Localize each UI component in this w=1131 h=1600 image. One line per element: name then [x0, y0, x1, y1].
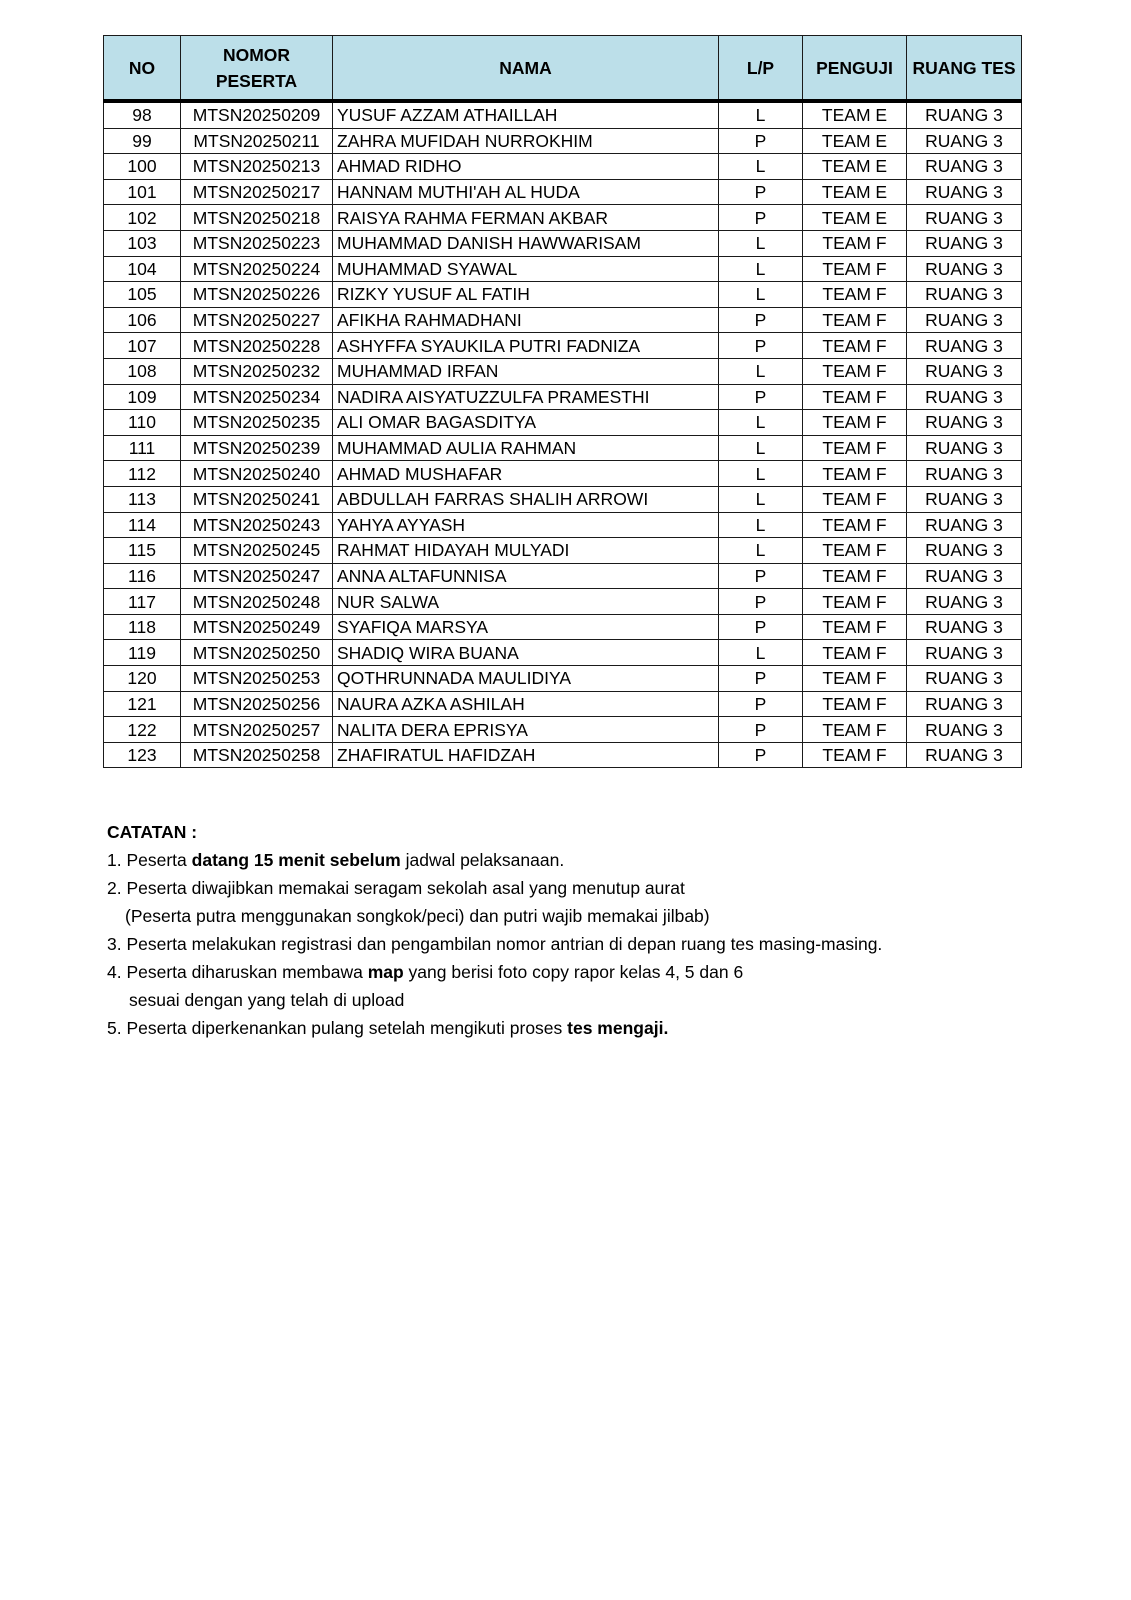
cell-nama: SYAFIQA MARSYA [333, 614, 719, 640]
cell-ruang-tes: RUANG 3 [907, 101, 1022, 128]
table-row [104, 230, 1022, 256]
cell-nomor-peserta: MTSN20250243 [181, 512, 333, 538]
note-4-post: yang berisi foto copy rapor kelas 4, 5 dan 6 [403, 962, 744, 982]
cell-no: 110 [104, 410, 181, 436]
cell-penguji: TEAM F [803, 486, 907, 512]
cell-no: 106 [104, 307, 181, 333]
note-4-pre: 4. Peserta diharuskan membawa [107, 962, 368, 982]
table-row [104, 179, 1022, 205]
cell-ruang-tes: RUANG 3 [907, 666, 1022, 692]
cell-nama: NUR SALWA [333, 589, 719, 615]
cell-penguji: TEAM E [803, 179, 907, 205]
note-5-bold: tes mengaji. [567, 1018, 669, 1038]
cell-lp: P [719, 614, 803, 640]
cell-penguji: TEAM F [803, 256, 907, 282]
cell-no: 101 [104, 179, 181, 205]
participant-table [103, 35, 1022, 768]
cell-nama: ZHAFIRATUL HAFIDZAH [333, 742, 719, 768]
cell-no: 111 [104, 435, 181, 461]
cell-nomor-peserta: MTSN20250250 [181, 640, 333, 666]
cell-nomor-peserta: MTSN20250227 [181, 307, 333, 333]
header-ruang-tes: RUANG TES [907, 36, 1022, 102]
cell-nomor-peserta: MTSN20250249 [181, 614, 333, 640]
cell-ruang-tes: RUANG 3 [907, 742, 1022, 768]
cell-lp: P [719, 691, 803, 717]
cell-nama: ZAHRA MUFIDAH NURROKHIM [333, 128, 719, 154]
cell-penguji: TEAM F [803, 538, 907, 564]
cell-nomor-peserta: MTSN20250240 [181, 461, 333, 487]
header-nama: NAMA [333, 36, 719, 102]
cell-nomor-peserta: MTSN20250257 [181, 717, 333, 743]
cell-no: 120 [104, 666, 181, 692]
cell-nama: YAHYA AYYASH [333, 512, 719, 538]
cell-nomor-peserta: MTSN20250218 [181, 205, 333, 231]
note-1 [107, 846, 1027, 874]
cell-nomor-peserta: MTSN20250234 [181, 384, 333, 410]
cell-lp: P [719, 563, 803, 589]
table-row [104, 384, 1022, 410]
cell-ruang-tes: RUANG 3 [907, 486, 1022, 512]
cell-nomor-peserta: MTSN20250245 [181, 538, 333, 564]
table-row [104, 461, 1022, 487]
cell-ruang-tes: RUANG 3 [907, 384, 1022, 410]
cell-lp: L [719, 256, 803, 282]
cell-lp: P [719, 384, 803, 410]
note-4 [107, 958, 1027, 986]
cell-penguji: TEAM F [803, 589, 907, 615]
cell-lp: P [719, 333, 803, 359]
cell-nama: MUHAMMAD SYAWAL [333, 256, 719, 282]
cell-penguji: TEAM F [803, 717, 907, 743]
cell-nama: ABDULLAH FARRAS SHALIH ARROWI [333, 486, 719, 512]
cell-penguji: TEAM F [803, 384, 907, 410]
cell-no: 114 [104, 512, 181, 538]
cell-nomor-peserta: MTSN20250241 [181, 486, 333, 512]
cell-nama: YUSUF AZZAM ATHAILLAH [333, 101, 719, 128]
cell-penguji: TEAM E [803, 101, 907, 128]
header-no: NO [104, 36, 181, 102]
cell-nomor-peserta: MTSN20250223 [181, 230, 333, 256]
note-3: 3. Peserta melakukan registrasi dan pengambilan nomor antrian di depan ruang tes masing-masing. [107, 934, 883, 954]
table-row [104, 717, 1022, 743]
cell-nomor-peserta: MTSN20250209 [181, 101, 333, 128]
cell-no: 103 [104, 230, 181, 256]
table-row [104, 333, 1022, 359]
cell-penguji: TEAM F [803, 461, 907, 487]
cell-lp: L [719, 282, 803, 308]
cell-penguji: TEAM F [803, 282, 907, 308]
cell-lp: L [719, 486, 803, 512]
cell-no: 122 [104, 717, 181, 743]
cell-ruang-tes: RUANG 3 [907, 256, 1022, 282]
cell-lp: P [719, 666, 803, 692]
cell-lp: P [719, 205, 803, 231]
table-row [104, 282, 1022, 308]
cell-no: 105 [104, 282, 181, 308]
table-row [104, 128, 1022, 154]
cell-ruang-tes: RUANG 3 [907, 358, 1022, 384]
cell-lp: L [719, 435, 803, 461]
cell-lp: L [719, 410, 803, 436]
cell-no: 109 [104, 384, 181, 410]
cell-penguji: TEAM F [803, 410, 907, 436]
cell-ruang-tes: RUANG 3 [907, 154, 1022, 180]
note-1-pre: 1. Peserta [107, 850, 192, 870]
cell-nomor-peserta: MTSN20250211 [181, 128, 333, 154]
table-row [104, 666, 1022, 692]
table-row [104, 742, 1022, 768]
cell-ruang-tes: RUANG 3 [907, 307, 1022, 333]
cell-penguji: TEAM F [803, 512, 907, 538]
cell-nama: ANNA ALTAFUNNISA [333, 563, 719, 589]
table-row [104, 691, 1022, 717]
table-row [104, 410, 1022, 436]
table-row [104, 538, 1022, 564]
note-2-line-2: (Peserta putra menggunakan songkok/peci) dan putri wajib memakai jilbab) [125, 906, 710, 926]
header-nomor-peserta: NOMOR PESERTA [181, 36, 333, 102]
cell-no: 113 [104, 486, 181, 512]
cell-ruang-tes: RUANG 3 [907, 461, 1022, 487]
cell-penguji: TEAM F [803, 666, 907, 692]
header-penguji: PENGUJI [803, 36, 907, 102]
table-row [104, 563, 1022, 589]
table-row [104, 486, 1022, 512]
cell-nama: AHMAD RIDHO [333, 154, 719, 180]
cell-no: 118 [104, 614, 181, 640]
cell-no: 104 [104, 256, 181, 282]
cell-ruang-tes: RUANG 3 [907, 410, 1022, 436]
cell-ruang-tes: RUANG 3 [907, 563, 1022, 589]
cell-nama: RIZKY YUSUF AL FATIH [333, 282, 719, 308]
cell-penguji: TEAM E [803, 205, 907, 231]
cell-nama: ASHYFFA SYAUKILA PUTRI FADNIZA [333, 333, 719, 359]
cell-lp: P [719, 179, 803, 205]
cell-penguji: TEAM F [803, 307, 907, 333]
cell-nama: HANNAM MUTHI'AH AL HUDA [333, 179, 719, 205]
table-row [104, 205, 1022, 231]
cell-no: 99 [104, 128, 181, 154]
cell-lp: P [719, 307, 803, 333]
cell-nomor-peserta: MTSN20250258 [181, 742, 333, 768]
cell-ruang-tes: RUANG 3 [907, 179, 1022, 205]
cell-nama: MUHAMMAD IRFAN [333, 358, 719, 384]
cell-nama: QOTHRUNNADA MAULIDIYA [333, 666, 719, 692]
cell-ruang-tes: RUANG 3 [907, 435, 1022, 461]
cell-penguji: TEAM F [803, 614, 907, 640]
cell-nomor-peserta: MTSN20250248 [181, 589, 333, 615]
cell-no: 112 [104, 461, 181, 487]
cell-penguji: TEAM F [803, 333, 907, 359]
cell-ruang-tes: RUANG 3 [907, 717, 1022, 743]
cell-lp: L [719, 230, 803, 256]
cell-lp: L [719, 640, 803, 666]
cell-lp: L [719, 154, 803, 180]
cell-no: 115 [104, 538, 181, 564]
cell-nama: RAISYA RAHMA FERMAN AKBAR [333, 205, 719, 231]
cell-ruang-tes: RUANG 3 [907, 333, 1022, 359]
note-5-pre: 5. Peserta diperkenankan pulang setelah mengikuti proses [107, 1018, 568, 1038]
cell-nomor-peserta: MTSN20250228 [181, 333, 333, 359]
cell-no: 117 [104, 589, 181, 615]
table-row [104, 589, 1022, 615]
cell-no: 119 [104, 640, 181, 666]
cell-nama: RAHMAT HIDAYAH MULYADI [333, 538, 719, 564]
table-row [104, 614, 1022, 640]
cell-nomor-peserta: MTSN20250226 [181, 282, 333, 308]
cell-nomor-peserta: MTSN20250247 [181, 563, 333, 589]
note-1-bold: datang 15 menit sebelum [191, 850, 401, 870]
cell-nama: NADIRA AISYATUZZULFA PRAMESTHI [333, 384, 719, 410]
cell-lp: P [719, 717, 803, 743]
cell-nomor-peserta: MTSN20250217 [181, 179, 333, 205]
table-row [104, 512, 1022, 538]
cell-ruang-tes: RUANG 3 [907, 512, 1022, 538]
note-1-post: jadwal pelaksanaan. [400, 850, 565, 870]
cell-lp: L [719, 101, 803, 128]
cell-no: 116 [104, 563, 181, 589]
table-row [104, 358, 1022, 384]
cell-lp: P [719, 589, 803, 615]
cell-nama: AFIKHA RAHMADHANI [333, 307, 719, 333]
cell-no: 107 [104, 333, 181, 359]
cell-nama: ALI OMAR BAGASDITYA [333, 410, 719, 436]
cell-ruang-tes: RUANG 3 [907, 205, 1022, 231]
cell-penguji: TEAM F [803, 563, 907, 589]
cell-penguji: TEAM F [803, 435, 907, 461]
table-body [104, 101, 1022, 768]
table-row [104, 154, 1022, 180]
cell-lp: L [719, 461, 803, 487]
cell-ruang-tes: RUANG 3 [907, 640, 1022, 666]
cell-nomor-peserta: MTSN20250256 [181, 691, 333, 717]
cell-penguji: TEAM E [803, 154, 907, 180]
table-row [104, 307, 1022, 333]
cell-penguji: TEAM F [803, 640, 907, 666]
note-4-line-2: sesuai dengan yang telah di upload [129, 990, 405, 1010]
note-2-line-1: 2. Peserta diwajibkan memakai seragam sekolah asal yang menutup aurat [107, 878, 685, 898]
cell-nama: MUHAMMAD DANISH HAWWARISAM [333, 230, 719, 256]
note-4-bold: map [367, 962, 404, 982]
table-row [104, 640, 1022, 666]
cell-lp: L [719, 512, 803, 538]
cell-no: 121 [104, 691, 181, 717]
cell-no: 108 [104, 358, 181, 384]
table-row [104, 101, 1022, 128]
cell-penguji: TEAM F [803, 358, 907, 384]
cell-nomor-peserta: MTSN20250239 [181, 435, 333, 461]
cell-penguji: TEAM F [803, 742, 907, 768]
cell-ruang-tes: RUANG 3 [907, 538, 1022, 564]
cell-nomor-peserta: MTSN20250253 [181, 666, 333, 692]
cell-ruang-tes: RUANG 3 [907, 282, 1022, 308]
cell-penguji: TEAM E [803, 128, 907, 154]
cell-nama: NAURA AZKA ASHILAH [333, 691, 719, 717]
cell-ruang-tes: RUANG 3 [907, 614, 1022, 640]
cell-lp: P [719, 128, 803, 154]
cell-nama: AHMAD MUSHAFAR [333, 461, 719, 487]
cell-lp: L [719, 358, 803, 384]
notes-title: CATATAN : [107, 822, 198, 842]
cell-no: 98 [104, 101, 181, 128]
cell-no: 100 [104, 154, 181, 180]
cell-lp: L [719, 538, 803, 564]
cell-ruang-tes: RUANG 3 [907, 230, 1022, 256]
note-5 [107, 1014, 1027, 1042]
cell-no: 102 [104, 205, 181, 231]
cell-nomor-peserta: MTSN20250232 [181, 358, 333, 384]
cell-penguji: TEAM F [803, 691, 907, 717]
cell-nama: SHADIQ WIRA BUANA [333, 640, 719, 666]
header-lp: L/P [719, 36, 803, 102]
cell-ruang-tes: RUANG 3 [907, 589, 1022, 615]
cell-lp: P [719, 742, 803, 768]
cell-penguji: TEAM F [803, 230, 907, 256]
cell-nama: NALITA DERA EPRISYA [333, 717, 719, 743]
notes-section [107, 818, 1027, 1042]
table-row [104, 256, 1022, 282]
cell-ruang-tes: RUANG 3 [907, 128, 1022, 154]
cell-no: 123 [104, 742, 181, 768]
table-header [104, 36, 1022, 102]
cell-nama: MUHAMMAD AULIA RAHMAN [333, 435, 719, 461]
cell-nomor-peserta: MTSN20250224 [181, 256, 333, 282]
cell-nomor-peserta: MTSN20250213 [181, 154, 333, 180]
cell-nomor-peserta: MTSN20250235 [181, 410, 333, 436]
table-row [104, 435, 1022, 461]
cell-ruang-tes: RUANG 3 [907, 691, 1022, 717]
